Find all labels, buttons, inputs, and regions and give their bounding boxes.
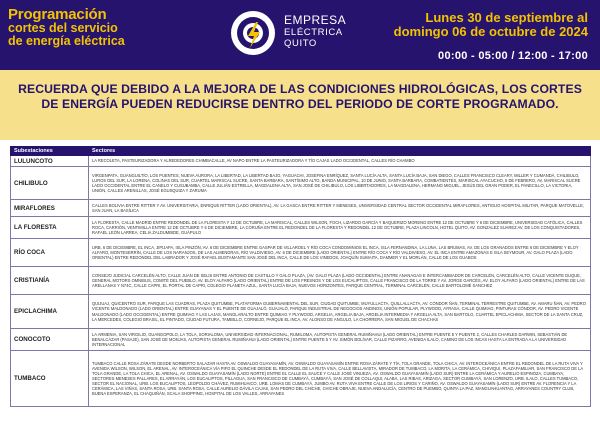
table-row — [11, 167, 591, 200]
notice-banner — [0, 70, 600, 140]
table-row — [11, 156, 591, 167]
brand-line-1: EMPRESA — [284, 13, 347, 27]
substation-name: LA FLORESTA — [11, 217, 89, 239]
sectors-list: CONSEJO JUDICIAL CARCELÉN ALTO, CALLE JUAN DE SELIS ENTRE ANTONIO DE CASTILLO Y GALO PLAZA, (AV. GALO PLAZA (LADO OCCIDENTAL) ENTRE ANANAGAS E INTERCAMBIADOR DE CARCELÉN, CARCELÉN ALTO, CALLE VICENTE DUQUE, GENERAL MOTORS OMNIBUS, COMITÉ DEL PUEBLO, AV. ELOY ALFARO (LADO ORIENTAL) ENTRE DE LOS FRESNOS Y DE LOS EUCALIPTOS, CALLE FRANCISCO DE LA TORRE Y AV. JORGE GARCÉS, AV. ELOY ALFARO (LADO ORIENTAL) ENTRE DE LAS ARELLANAS Y N74C, CALLE CAPRI, EL PORTAL DE CAPRI, COLEGIO PLANETA AZUL, SANTA LUCÍA BAJA, NUEVOS HORIZONTES, PARQUE CENTRAL, TERMINAL CARCELÉN, CALLE BARTOLOMÉ SANCHEZ — [89, 267, 591, 295]
table-row — [11, 329, 591, 351]
brand-name — [284, 14, 346, 49]
title-line-1: Programación — [8, 6, 107, 23]
table-row — [11, 200, 591, 217]
substation-name: TUMBACO — [11, 351, 89, 407]
notice-line-1: RECUERDA QUE DEBIDO A LA MEJORA DE LAS CONDICIONES HIDROLÓGICAS, LOS CORTES — [18, 82, 582, 96]
sectors-list: LA ARMENIA, SAN VIRGILIO, GUANGOPOLO, LA TOLA, SORIALOMA, UNIVERSIDAD INTERNACIONAL, RUMILOMA, AUTOPISTA GENERAL RUMIÑAHUI (LADO ORIENTAL) ENTRE PUENTE 5 Y PUENTE 2, CALLES CHARLES DARWIN, SEBASTIÁN DE BENALCÁZAR (PASAJE), SAN JOSÉ DE MONJAS, AUTOPISTA GENERAL RUMIÑAHUI (LADO ORIENTAL) ENTRE PUENTE 5 Y AV. SIMÓN BOLÍVAR, CALLE PIZARRO, AVENIDA ILALO, CAMINO DE LOS INCAS HASTA LA ENTRADA A LA UNIVERSIDAD INTERNACIONAL — [89, 329, 591, 351]
eeq-logo-icon — [230, 10, 276, 56]
substation-column-header: Subestaciones — [11, 147, 89, 156]
table-row — [11, 267, 591, 295]
sectors-list: TUMBACO CALLE ROSA ZÁRATE DESDE NORBERTO SALAZAR HASTA AV. OSWALDO GUAYASAMÍN, AV. OSWALDO GUAYASAMÍN ENTRE ROSA ZÁRATE Y TÍA, TOLA GRANDE, TOLA CHICA, AV. INTEROCEÁNICA ENTRE EL REDONDEL DE LA RUTA VIVA Y AVENIDA WILSON, WILSON, EL ARENAL, AV. INTEROCEÁNICA VÍA PIFO EL QUINCHE DESDE EL REDONDEL DE LA RUTA VIVA, CALLE BELLAVISTA, MIRADOR DE TUMBACO, LA MORITA, LA CERÁMICA, CHIVIQUI, PLAZAFAMILIAR, SAN FRANCISCO DE LA TOLA GRANDE, LA TOLA CHICA, EL ARENAL, AV. OSWALDO GUAYASAMÍN (LADO NORTE) ENTRE EL CALLE EL SAUCE Y CALLE JOSÉ VINUEZA, AV. OSWALDO GUAYASAMÍN (LADO SUR) ENTRE LA CERÁMICA Y AURELIO ESPINOZA, CUMBAYA, SECTORES MENESES PALLARES, EL ARRAYÁN, LOS EUCALIPTOS, PILLAGUA, SAN FRANCISCO DE CUMBAYÁ, CUMBAYÁ, SAN JOSÉ DE COLLAQUI, ALABA, LAS RIBAS, ARIZAGA, SECTOR CUMBAYÁ, SAN LORENZO, URB. ILALO, CALLES TUMBACO, SECTOR EL NACIONAL, URB. LOS EUCALIPTOS, LEOPOLDO CHÁVEZ, RUMIHUAICO, URB. LOMAS DE CUMBAYÁ, JUMBO AV. RUTA VIVA ENTRE CALLE DE LOS LIRIOS Y CARIÑO, AV. OSWALDO GUAYASAMÍN (LADO SUR) ENTRE AV. FLORENCIA Y LA CERÁMICA, LAS VIÑAS, SANTA ROSA, URB. SANTA ROSA, CALLE AURELIO DÁVILA CAJAS, SAN PEDRO DEL CHICHE, CHICHE OBRAJE, NUEVA ANDALUCÍA, CENTRO DE PUEMBO, QUINTA LA PAZ, MANGUAHUANTAG, ARRAYANES COUNTRY CLUB, BUENA ESPERANZA, EL CHAQUIÑÁN, SCALA SHOPPING, HOSPITAL DE LOS VALLES, ARRAYANES — [89, 351, 591, 407]
table-row — [11, 217, 591, 239]
sectors-list: CALLES BOLIVIA ENTRE RITTER Y AV. UNIVERSITARIA, ENRIQUE RITTER (LADO ORIENTAL), AV. LA GASCA ENTRE RITTER Y MENESES, UNIVERSIDAD CENTRAL SECTOR OCCIDENTAL MIRAFLORES, ANTIGUO HOSPITAL MILITAR, PARQUE MATOVELLE, SAN JUAN, LA BASÍLICA — [89, 200, 591, 217]
table-header-row — [11, 147, 591, 156]
title-line-2: cortes del servicio — [8, 21, 118, 35]
header-banner — [0, 0, 600, 70]
date-line-1: Lunes 30 de septiembre al — [425, 10, 588, 25]
header-title — [8, 7, 125, 48]
substation-name: MIRAFLORES — [11, 200, 89, 217]
title-line-3: de energía eléctrica — [8, 34, 125, 48]
sectors-list: LA RECOLETA, PASTEURIZADORA Y ALREDEDORES CHIMBACALLE, AV NAPO ENTRE LA PASTEURIZADORA Y TÍO CAJAS LADO OCCIDENTAL, CALLES RÍO CHAMBO — [89, 156, 591, 167]
cut-hours: 00:00 - 05:00 / 12:00 - 17:00 — [438, 50, 588, 62]
substation-name: CRISTIANÍA — [11, 267, 89, 295]
substation-name: RÍO COCA — [11, 239, 89, 267]
brand-line-2: ELÉCTRICA — [284, 27, 343, 38]
brand-line-3: QUITO — [284, 38, 317, 49]
table-row — [11, 239, 591, 267]
table-row — [11, 295, 591, 329]
substation-name: EPICLACHIMA — [11, 295, 89, 329]
sectors-list: QUIJUAJ, QUICENTRO SUR, PARQUE LAS CUADRAS, PLAZA QUITUMBE, PLATAFORMA GUBERNAMENTAL DEL SUR, CIUDAD QUITUMBE, MUYULLACTA, QUILLALLACTA, AV. CÓNDOR ÑAN, TERMINAL TERRESTRE QUITUMBE, AV. AMARU ÑAN, AV. PEDRO VICENTE MALDONADO (LADO ORIENTAL) ENTRE GUAYANAS Y EL PUENTE DE GUAJALÓ, GUAJALÓ, PARQUE INDUSTRIAL DE NEGOCIOS ANDINOS, UNIÓN POPULAR, PLYWOOD, AYRASA, CALLE QUIMIAG, PINTURAS CÓNDOR, AV. PEDRO VICENTE MALDONADO (LADO OCCIDENTAL) ENTRE QUIMIAG Y LAS LAJAS, MANGLARALTO ENTRE QUIMIAG Y PLYWOOD, ARGELIA, ARGELIA BAJA, ARGELIA INTERMEDIA Y ARGELIA ALTA, SAN BARTOLO, CUARTEL EPICLACHIMA, SECTOR DE LA SANTA CRUZ, LA MERCEDES, COLEGIO BRASIL, EL PINTADO, CIUDAD FUTURA, TAMBILLO, CORNEJO, PARQUE EL INCA, AV. ALONSO DE ANGULO, LA CHORRERA, SAN MIGUEL DE CHACHAS — [89, 295, 591, 329]
sectors-list: VIRGENPATA, GUANGUILTÍO, LOS PUENTES, NUEVA AURORA, LA LIBERTAD, LA LIBERTAD BAJO, YAGUACHI, JOSEFINA ENRÍQUEZ, SANTA LUCÍA ALTA, SANTA LUCÍA BAJA, SAN DIEGO, CALLES FRANCISCO CLEARY, MILLER Y CUMANDÁ, CHILIBULO, LUROS DEL SUR, LA LORENA, COLINAS DEL SUR, CUARTEL MARISCAL SUCRE, SANTA BARBARA, SANTÍSIMO ALTO, BANDA MUNICIPAL, 10 DE JUNIO, SANTA BARBARA, COMBATIENTES, MARISCAL AYACUCHO, 5 DE FEBRERO, AV. MARISCAL SUCRE LADO OCCIDENTAL ENTRE EL CANELO Y CUSUBAMBA, CALLE JULIÁN ESTRELLA, MAGDALENA ALTA, SAN JOSÉ DE CHILIBULO, LOS LIBERTADORES, LA MAGDALENA, HERMANO MIGUEL, JESÚS DEL GRAN PODER, EL PANECILLO, LA VICTORIA, UNIÓN, CALLES ARENILLAS, JOSÉ EGUSQUIZA Y ZARUMA — [89, 167, 591, 200]
table-row — [11, 351, 591, 407]
sectors-column-header: Sectores — [89, 147, 591, 156]
sectors-list: LA FLORESTA, CALLE MADRID ENTRE REDONDEL DE LA FLORESTA Y 12 DE OCTUBRE, LA MARISCAL, CALLES WILSON, FOCH, LIZARDO GARCÍA Y BAQUERIZO MORENO ENTRE 12 DE OCTUBRE Y 6 DE DICIEMBRE, UNIVERSIDAD CATÓLICA, CALLES ROCA, CARRIÓN, VENTIMILLA ENTRE 12 DE OCTUBRE Y 6 DE DICIEMBRE, LA CORUÑA ENTRE EL REDONDEL DE LA FLORESTA Y REDONDEL 12 DE OCTUBRE, PLAZA LINCOLN, HOTEL QUITO, AV. GONZALEZ SUAREZ AV. DE LOS CONQUISTADORES, RAFAEL LEÓN LARREA, CELIA ZALDUMBIDE, GUÁPULO — [89, 217, 591, 239]
sectors-list: URB. 6 DE DICIEMBRE, EL INCA, JIPIJAPA, ISLA PINZÓN, AV. 6 DE DICIEMBRE ENTRE GASPAR DE VILLAROEL Y RÍO COCA CONDOMINIOS EL INCA, ISLA FERNANDINA, LA LUNA, LAS BRUMAS, AV. DE LOS GRANADOS ENTRE 6 DE DICIEMBRE Y ELOY ALFARO, MONTESERRÍN, CALLE DE LOS NARANJOS, DE LAS ALMENDRAS, RÍO VALDIVIESO, AV. 6 DE DICIEMBRE (LADO ORIENTAL) ENTRE RÍO COCA Y RÍO VALDIVIESO, AV. EL INCA ENTRE AMAZONAS E ISLA SEYMOUR, AV. GALO PLAZA (LADO ORIENTAL) ENTRE REDONDEL DEL LABRADOR Y JOSÉ RAFAEL BUSTAMANTE SAN JOSÉ DEL INCA, CALLE DE LOS VINEDOS, JOAQUÍN SUMAITA, DAMMER Y EL MORLÁN, CALLE DE LOS GUABOS — [89, 239, 591, 267]
schedule-table — [10, 146, 591, 407]
substation-name: CHILIBULO — [11, 167, 89, 200]
substation-name: LULUNCOTO — [11, 156, 89, 167]
date-line-2: domingo 06 de octubre de 2024 — [393, 24, 588, 39]
date-range — [394, 11, 588, 39]
substation-name: CONOCOTO — [11, 329, 89, 351]
notice-line-2: DE ENERGÍA PUEDEN REDUCIRSE DENTRO DEL PERIODO DE CORTE PROGRAMADO. — [41, 97, 559, 111]
